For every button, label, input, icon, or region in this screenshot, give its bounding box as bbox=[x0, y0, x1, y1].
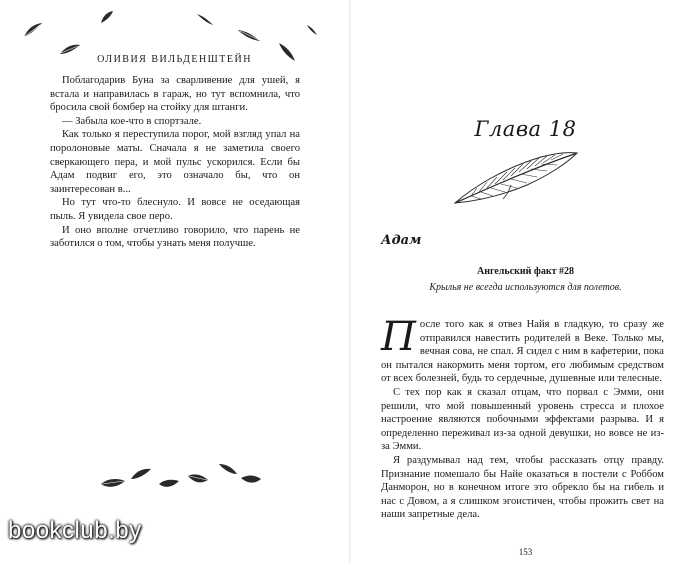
feather-illustration-icon bbox=[451, 149, 579, 207]
feather-icon bbox=[240, 474, 262, 486]
paragraph: Но тут что-то блеснуло. И вовсе не оседающая пыль. Я увидела свое перо. bbox=[50, 197, 300, 222]
feather-icon bbox=[306, 24, 318, 36]
feather-icon bbox=[130, 467, 152, 481]
paragraph: С тех пор как я сказал отцам, что порвал с Эмми, они решили, что мой повышенный уровень стресса и плохое настроение являются побочными эффектами разрыва. И я определенно переживал из-за одной девушки, но вовсе не из-за Эмми. bbox=[381, 386, 664, 453]
feather-icon bbox=[158, 478, 180, 490]
feather-icon bbox=[22, 22, 44, 40]
feather-icon bbox=[196, 12, 214, 26]
drop-cap: П bbox=[381, 314, 416, 360]
left-page bbox=[0, 0, 349, 563]
paragraph bbox=[381, 314, 664, 386]
feather-icon bbox=[100, 10, 114, 24]
fact-title: Ангельский факт #28 bbox=[476, 266, 575, 277]
paragraph: Поблагодарив Буна за сварливение для ушей, я встала и направилась в гараж, но тут вспомнила, что бросила свой бомбер на стойку для штанги. bbox=[50, 75, 300, 114]
chapter-title: Глава 18 bbox=[474, 117, 577, 141]
watermark: bookclub.by bbox=[8, 517, 142, 544]
feather-icon bbox=[237, 27, 261, 43]
feather-icon bbox=[100, 477, 126, 491]
page-number: 153 bbox=[518, 547, 533, 557]
pov-heading: Адам bbox=[381, 233, 422, 248]
feather-icon bbox=[187, 472, 209, 486]
paragraph-text: осле того как я отвез Найя в гладкую, то сразу же отправился навестить родителей в Веке. Только мы, вечная сова, не спал. Я сидел с ним в кафетерии, пока он пытался накормить меня тортом, его любимым средством от всех болезней, будь то сердечные, душевные или телесные. bbox=[381, 319, 664, 385]
feather-icon bbox=[218, 462, 238, 476]
fact-text: Крылья не всегда используются для полетов. bbox=[429, 282, 622, 293]
left-body-text bbox=[50, 74, 300, 251]
paragraph: И оно вполне отчетливо говорило, что парень не заботился о том, чтобы узнать меня получше. bbox=[50, 224, 300, 250]
right-page bbox=[351, 0, 700, 563]
paragraph: Как только я переступила порог, мой взгляд упал на поролоновые маты. Сначала я не заметила своего сверкающего пера, и мой пульс ускорился. Если бы Адам подвиг его, это означало бы, что он заинтересован в... bbox=[50, 129, 300, 195]
paragraph: Я раздумывал над тем, чтобы рассказать отцу правду. Признание помешало бы Найе оказаться в постели с Роббом Данморон, но в конечном итоге это обрекло бы на гибель и нас с Довом, а я слишком эгоистичен, чтобы прожить свет на наши запретные дела. bbox=[381, 454, 664, 521]
right-body-text bbox=[381, 314, 664, 522]
paragraph: — Забыла кое-что в спортзале. bbox=[62, 115, 202, 127]
running-head: ОЛИВИЯ ВИЛЬДЕНШТЕЙН bbox=[97, 54, 252, 65]
